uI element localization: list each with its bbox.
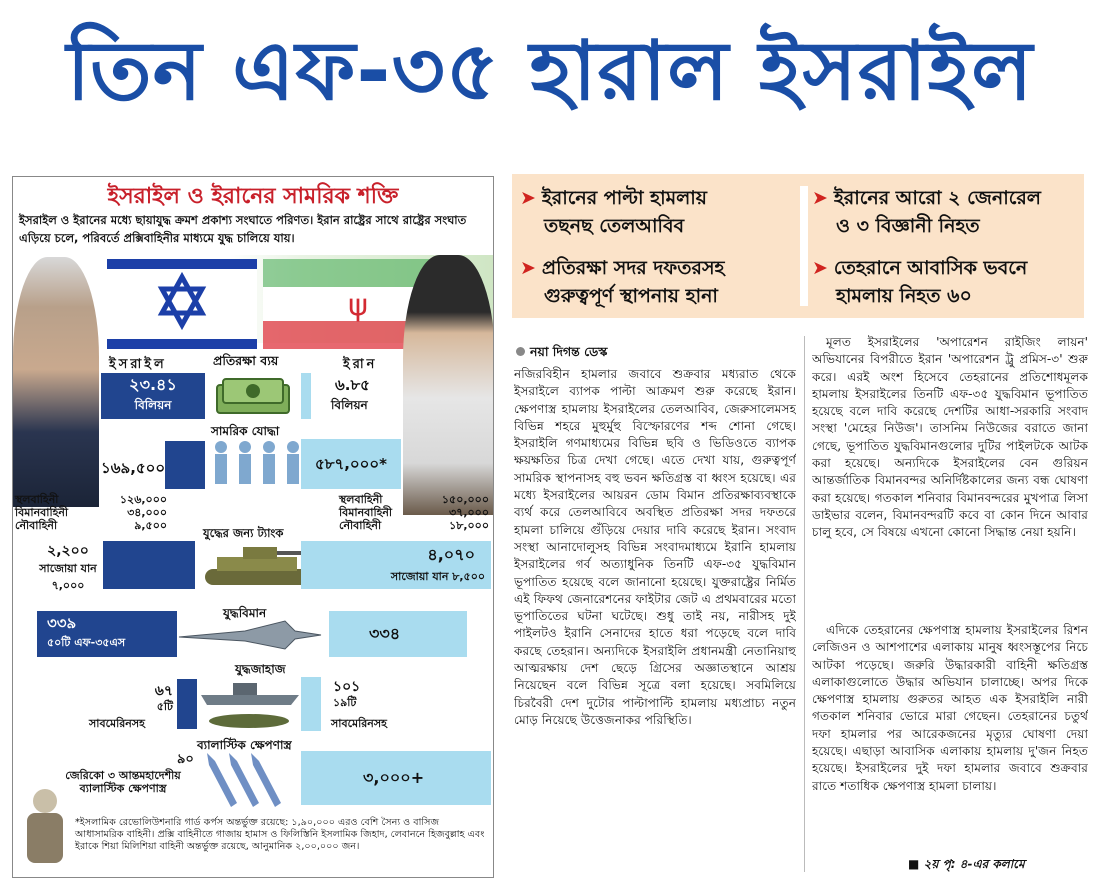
khamenei-portrait (403, 255, 494, 515)
iran-soldiers-value: ৫৮৭,০০০* (314, 455, 388, 473)
missiles-label: ব্যালাস্টিক ক্ষেপণাস্ত্র (197, 738, 292, 752)
infographic (12, 176, 494, 878)
highlight-3-line1: ইরানের আরো ২ জেনারেল (833, 187, 1041, 209)
iran-ships-bar (301, 677, 321, 731)
arrow-icon: ➤ (812, 257, 828, 279)
highlight-3-line2: ও ৩ বিজ্ঞানী নিহত (836, 215, 980, 237)
israel-submarine-label: সাবমেরিনসহ (89, 717, 145, 730)
israel-soldiers-bar (165, 441, 205, 489)
highlight-2-line2: গুরুত্বপূর্ণ স্থাপনায় হানা (544, 285, 718, 307)
israel-aircraft-box (37, 611, 177, 657)
svg-text:ψ: ψ (348, 288, 368, 323)
highlight-2-line1: প্রতিরক্ষা সদর দফতরসহ (541, 257, 725, 279)
defense-budget-label: প্রতিরক্ষা ব্যয় (213, 353, 279, 368)
israel-air-label: বিমানবাহিনী (15, 506, 69, 519)
dateline-text: নয়া দিগন্ত ডেস্ক (530, 344, 608, 359)
continued-text: ২য় পৃ: ৪-এর কলামে (923, 857, 1025, 871)
iran-armored-label: সাজোয়া যান ৮,৫০০ (390, 570, 485, 583)
iran-air-value: ৩৭,০০০ (449, 506, 489, 519)
israel-missiles-note (53, 769, 193, 795)
iran-aircraft-value: ৩৩৪ (369, 624, 401, 643)
tanks-label: যুদ্ধের জন্য ট্যাংক (203, 526, 284, 540)
israel-land-value: ১২৬,০০০ (119, 493, 167, 506)
highlight-4 (812, 254, 1027, 310)
iran-tanks-value: ৪,০৭০ (427, 545, 475, 564)
iran-navy-label: নৌবাহিনী (339, 519, 382, 532)
israel-aircraft-value: ৩৩৯ (47, 614, 77, 632)
iran-ships-value: ১০১ (333, 679, 361, 695)
iran-tanks-box (301, 541, 491, 589)
highlight-4-line1: তেহরানে আবাসিক ভবনে (833, 257, 1028, 279)
arrow-icon: ➤ (520, 257, 536, 279)
continued-note: ■ ২য় পৃ: ৪-এর কলামে (908, 857, 1025, 871)
jericho-note: জেরিকো ৩ আন্তমহাদেশীয় (65, 769, 181, 782)
fighter-jet-icon (175, 617, 325, 653)
highlight-1-line2: তছনছ তেলআবিব (544, 215, 685, 237)
israel-branch-values (111, 493, 167, 532)
israel-flag-icon (107, 259, 257, 349)
highlights-divider (800, 186, 808, 306)
iran-navy-value: ১৮,০০০ (449, 519, 489, 532)
iran-budget-unit: বিলিয়ন (331, 398, 368, 412)
article-column-2b: এদিকে তেহরানের ক্ষেপণাস্ত্র হামলায় ইসরাইলের রিশন লেজিওন ও আশপাশের এলাকায় মানুষ ধ্বংসস্তূপের নিচে আটকা পড়েছে। জরুরি উদ্ধারকারী বাহিনী ক্ষতিগ্রস্ত এলাকাগুলোতে উদ্ধার অভিযান চালাচ্ছে। অপর দিকে ক্ষেপণাস্ত্র হামলায় গুরুতর আহত এক ইসরাইলি নারী গতকাল শনিবার ভোরে মারা গেছেন। তেহরানের চতুর্থ দফা হামলার পর আরেকজনের মৃত্যুর ঘোষণা দেয়া হয়েছে। এছাড়া আবাসিক এলাকায় হামলায় দু'জন নিহত হয়েছে। ইসরাইলের দুই দফা হামলার জবাবে শুক্রবার রাতে শতাধিক ক্ষেপণাস্ত্র হামলা চালায়। (812, 623, 1088, 793)
netanyahu-portrait (13, 257, 99, 507)
israel-budget-value: ২৩.৪১ (129, 375, 177, 394)
article-column-1: নজিরবিহীন হামলার জবাবে শুক্রবার মধ্যরাত থেকে ইসরাইলে ব্যাপক পাল্টা আক্রমণ শুরু করেছে ইরান। ক্ষেপণাস্ত্র হামলায় ইসরাইলের তেলআবিব, জেরুসালেমসহ বিভিন্ন শহরে মুহুর্মুহু বিস্ফোরণের শব্দ শোনা গেছে। ইসরাইলি গণমাধ্যমের বিভিন্ন ছবি ও ভিডিওতে ব্যাপক ক্ষয়ক্ষতির চিত্র দেখা গেছে। এতে দেখা যায়, গুরুত্বপূর্ণ সামরিক স্থাপনাসহ বহু ভবন ক্ষতিগ্রস্ত বা ধ্বংস হয়েছে। এর মধ্যে ইসরাইলের আয়রন ডোম বিমান প্রতিরক্ষাব্যবস্থাকে ব্যর্থ করে তেলআবিবে অবস্থিত প্রতিরক্ষা সদর দফতরে হামলা চালিয়ে গুঁড়িয়ে দেয়ার দাবি করেছে ইরান। সংবাদ সংস্থা আনাদোলুসহ বিভিন্ন সংবাদমাধ্যমে ইরানি হামলায় ইসরাইলের গর্ব অত্যাধুনিক তিনটি এফ-৩৫ যুদ্ধবিমান ভূপাতিত হয়েছে বলে জানানো হয়েছে। যুক্তরাষ্ট্রের নির্মিত এই ফিফথ জেনারেশনের ফাইটার জেট এ প্রথমবারের মতো ভূপাতিতের ঘটনা ঘটেছে। শুধু তাই নয়, নারীসহ দুই পাইলটও ইরানি সেনাদের হাতে ধরা পড়েছে বলে দাবি করছে তেহরান। অন্যদিকে ইসরাইলি প্রধানমন্ত্রী নেতানিয়াহু আত্মরক্ষায় দেশ ছেড়ে গ্রিসের অজ্ঞাতস্থানে আশ্রয় নিয়েছেন বলে বিভিন্ন সূত্রে বলা হয়েছে। সবমিলিয়ে চিরবৈরী দেশ দুটোর পাল্টাপাল্টি হামলায় মধ্যপ্রাচ্য নতুন মোড় নিয়েছে উত্তেজনাকর পরিস্থিতি। (514, 367, 796, 727)
israel-armored-value: ৭,০০০ (51, 579, 85, 592)
aircraft-label: যুদ্ধবিমান (223, 606, 267, 620)
iran-submarine-label: সাবমেরিনসহ (331, 717, 387, 730)
iran-aircraft-box (329, 611, 467, 657)
iran-ships-group (333, 679, 360, 711)
ballistic-note: ব্যালাস্টিক ক্ষেপণাস্ত্র (79, 782, 167, 795)
highlight-1 (520, 184, 707, 240)
highlight-1-line1: ইরানের পাল্টা হামলায় (541, 187, 708, 209)
iran-label: ইরান (343, 357, 378, 372)
israel-ships-value: ৬৭ (154, 683, 173, 699)
infographic-title: ইসরাইল ও ইরানের সামরিক শক্তি (107, 184, 399, 209)
israel-ships-bar (177, 679, 197, 729)
infographic-footnote: *ইসলামিক রেভোলিউশনারি গার্ড কর্পস অন্তর্ভুক্ত রয়েছে: ১,৯০,০০০ এরও বেশি সৈন্য ও বাসিজ আধাসামরিক বাহিনী। প্রক্সি বাহিনীতে গাজায় হামাস ও ফিলিস্তিনি ইসলামিক জিহাদ, লেবাননে হিজবুল্লাহ এবং ইরাকে শিয়া মিলিশিয়া বাহিনী অন্তর্ভুক্ত রয়েছে, আনুমানিক ২,০০,০০০ জন। (75, 817, 485, 852)
israel-budget-unit: বিলিয়ন (134, 398, 172, 412)
israel-label: ইসরাইল (109, 357, 167, 372)
highlight-3 (812, 184, 1041, 240)
israel-armored-label: সাজোয়া যান (39, 562, 97, 575)
soldiers-icon (209, 439, 305, 487)
highlight-4-line2: হামলায় নিহত ৬০ (836, 285, 972, 307)
israel-air-value: ৩৪,০০০ (127, 506, 167, 519)
ships-label: যুদ্ধজাহাজ (235, 662, 286, 676)
headline: তিন এফ-৩৫ হারাল ইসরাইল (66, 24, 1034, 119)
israel-f35-note: ৫০টি এফ-৩৫এস (47, 636, 126, 649)
israel-navy-value: ৯,৫০০ (134, 519, 167, 532)
iran-land-value: ১৫০,০০০ (441, 493, 489, 506)
israel-tanks-bar (103, 541, 195, 589)
israel-ships-group (113, 683, 173, 715)
column-divider (804, 336, 805, 872)
arrow-icon: ➤ (520, 187, 536, 209)
iran-missiles-value: ৩,০০০+ (363, 768, 425, 787)
bullet-icon (516, 347, 525, 356)
highlight-2 (520, 254, 724, 310)
iran-land-label: স্থলবাহিনী (339, 493, 383, 506)
iran-air-label: বিমানবাহিনী (339, 506, 393, 519)
iran-missiles-box (301, 751, 491, 805)
iran-soldiers-box (301, 439, 401, 489)
israel-tanks-group (33, 543, 103, 594)
israel-navy-label: নৌবাহিনী (15, 519, 58, 532)
iran-budget-box (301, 373, 401, 419)
money-stack-icon (213, 375, 297, 419)
warship-icon (199, 677, 303, 731)
infographic-intro: ইসরাইল ও ইরানের মধ্যে ছায়াযুদ্ধ ক্রমশ প্রকাশ্য সংঘাতে পরিণত। ইরান রাষ্ট্রের সাথে রাষ্ট্রের সংঘাত এড়িয়ে চলে, পরিবর্তে প্রক্সিবাহিনীর মাধ্যমে যুদ্ধ চালিয়ে যায়। (19, 213, 467, 245)
israel-budget-box (101, 373, 205, 419)
iran-budget-value: ৬.৮৫ (335, 376, 370, 394)
militant-figure-icon (19, 785, 71, 865)
dateline (516, 344, 607, 364)
israel-tanks-value: ২,২০০ (47, 543, 89, 559)
iran-branch-names (339, 493, 392, 532)
israel-land-label: স্থলবাহিনী (15, 493, 59, 506)
iran-submarine-count: ১৯টি (333, 696, 357, 709)
israel-branch-names (15, 493, 68, 532)
iran-branch-values (423, 493, 489, 532)
israel-soldiers-value: ১৬৯,৫০০ (101, 459, 166, 477)
israel-missiles-value: ৯০ (177, 752, 194, 767)
soldiers-label: সামরিক যোদ্ধা (211, 424, 280, 438)
article-column-2a: মূলত ইসরাইলের 'অপারেশন রাইজিং লায়ন' অভিযানের বিপরীতে ইরান 'অপারেশন ট্রু প্রমিস-৩' শুরু করে। এরই অংশ হিসেবে তেহরানের প্রতিশোধমূলক হামলায় ইসরাইলের তিনটি এফ-৩৫ যুদ্ধবিমান ভূপাতিত হয়েছে বলে দাবি করেছে দেশটির আধা-সরকারি সংবাদ সংস্থা 'মেহের নিউজ'। তাসনিম নিউজের বরাতে জানা গেছে, ভূপাতিত যুদ্ধবিমানগুলোর দুটির পাইলটকে আটক করা হয়েছে। অন্যদিকে ইসরাইলের বেন গুরিয়ন আন্তর্জাতিক বিমানবন্দর অনির্দিষ্টকালের জন্য বন্ধ ঘোষণা করা হয়েছে। গতকাল শনিবার বিমানবন্দরের মুখপাত্র লিসা ডাইভার বলেন, বিমানবন্দরটি কবে বা কোন দিনে আবার চালু হবে, সে বিষয়ে এখনো কোনো সিদ্ধান্ত নেয়া হয়নি। (812, 335, 1088, 540)
missiles-icon (193, 749, 293, 809)
israel-submarine-count: ৫টি (156, 700, 173, 713)
iran-budget-bar (301, 373, 311, 419)
arrow-icon: ➤ (812, 187, 828, 209)
